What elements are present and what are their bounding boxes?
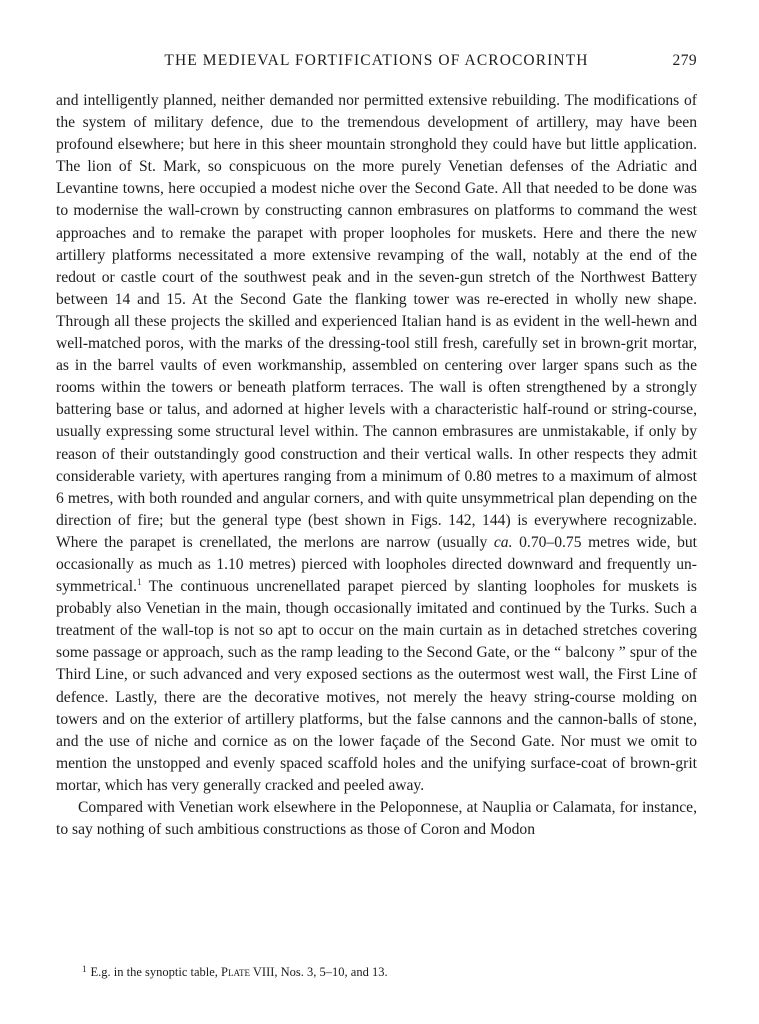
body-text [56, 90, 697, 841]
footnote-prefix: E.g. in the synoptic table, [90, 965, 218, 979]
footnote-plate: Plate VIII [221, 965, 275, 979]
footnote-mark: 1 [82, 964, 87, 974]
running-title: THE MEDIEVAL FORTIFICATIONS OF ACROCORINTH [164, 52, 589, 69]
circa-abbrev: ca. [493, 533, 513, 551]
paragraph-1-part-b: 0.70–0.75 metres wide, but occasionally as much as 1.10 metres) pierced with loopholes directed downward and frequently unsymmetrical. [56, 533, 697, 596]
page [56, 52, 697, 841]
footnote-reference[interactable]: 1 [136, 577, 142, 588]
running-head [56, 52, 697, 74]
paragraph-1-part-a: and intelligently planned, neither demanded nor permitted extensive rebuilding. The modifications of the system of military defence, due to the tremendous development of artillery, may have been profound elsewhere; but here in this sheer mountain stronghold they could have but little application. The lion of St. Mark, so conspicuous on the more purely Venetian defenses of the Adriatic and Levantine towns, here occupied a modest niche over the Second Gate. All that needed to be done was to modernise the wall-crown by constructing cannon embrasures on platforms to command the west approaches and to remake the parapet with proper loopholes for muskets. Here and there the new artillery platforms necessitated a more extensive revamping of the wall, notably at the end of the redout or castle court of the southwest peak and in the seven-gun stretch of the Northwest Battery between 14 and 15. At the Second Gate the flanking tower was re-erected in wholly new shape. Through all these projects the skilled and experienced Italian hand is as evident in the well-hewn and well-matched poros, with the marks of the dressing-tool still fresh, carefully set in brown-grit mortar, as in the barrel vaults of even workmanship, assembled on centering over larger spans such as the rooms within the towers or beneath platform terraces. The wall is often strengthened by a strongly battering base or talus, and adorned at higher levels with a characteristic half-round or string-course, usually expressing some structural level within. The cannon embrasures are unmistakable, if only by reason of their outstandingly good construction and their vertical walls. In other respects they admit considerable variety, with apertures ranging from a minimum of 0.80 metres to a maximum of almost 6 metres, with both rounded and angular corners, and with quite unsymmetrical plan depending on the direction of fire; but the general type (best shown in Figs. 142, 144) is everywhere recognizable. Where the parapet is crenellated, the merlons are narrow (usually [56, 92, 697, 551]
page-number: 279 [672, 52, 697, 69]
footnote [82, 961, 682, 980]
paragraph-1 [56, 90, 697, 797]
paragraph-1-part-c: The continuous uncrenellated parapet pierced by slanting loopholes for muskets is probably also Venetian in the main, though occasionally imitated and continued by the Turks. Such a treatment of the wall-top is not so apt to occur on the main curtain as in detached stretches covering some passage or approach, such as the ramp leading to the Second Gate, or the “ balcony ” spur of the Third Line, or such advanced and very exposed sections as the outermost west wall, the First Line of defence. Lastly, there are the decorative motives, not merely the heavy string-course molding on towers and on the exterior of artillery platforms, but the false cannons and the cannon-balls of stone, and the use of niche and cornice as on the lower façade of the Second Gate. Nor must we omit to mention the unstopped and evenly spaced scaffold holes and the unifying surface-coat of brown-grit mortar, which has very generally cracked and peeled away. [56, 578, 697, 794]
footnote-suffix: , Nos. 3, 5–10, and 13. [274, 965, 388, 979]
paragraph-2: Compared with Venetian work elsewhere in the Peloponnese, at Nauplia or Calamata, for instance, to say nothing of such ambitious constructions as those of Coron and Modon [56, 799, 697, 839]
